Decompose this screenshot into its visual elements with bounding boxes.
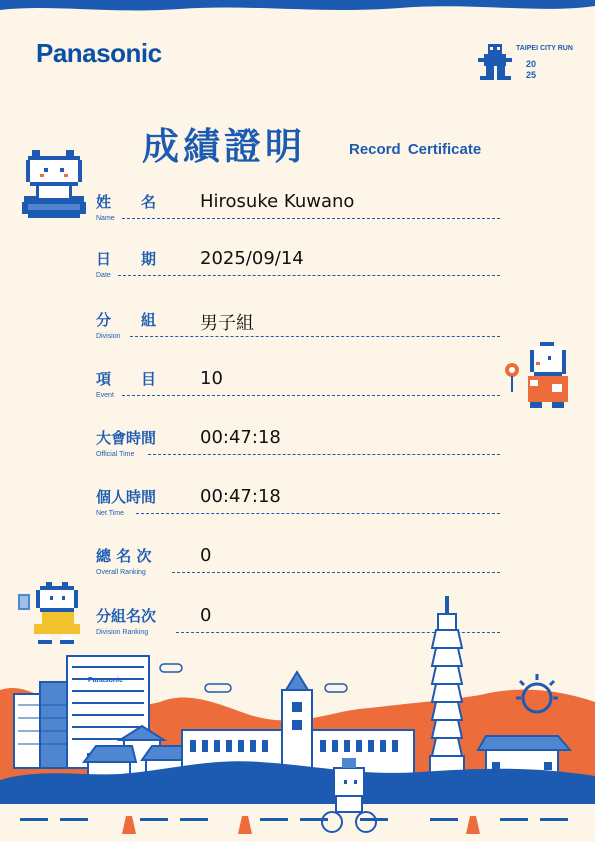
field-divider [122,218,500,219]
field-label: 項 目 [96,370,157,388]
field-label: 分 組 [96,311,157,329]
field-value: 10 [200,368,223,389]
cat-with-flower-mascot-icon [500,340,576,416]
field-overall-ranking [96,545,500,585]
title-english: Record Certificate [349,141,482,158]
field-label-en: Name [96,215,115,222]
field-label-en: Net Time [96,510,125,517]
badge-year-top: 20 [526,59,537,69]
top-wave-border [0,0,595,14]
taipei-skyline-illustration [0,590,595,842]
field-label: 大會時間 [96,429,157,447]
field-label: 個人時間 [96,488,157,506]
field-divider [122,395,500,396]
panasonic-logo: Panasonic [36,38,162,68]
field-label-en: Official Time [96,451,135,458]
badge-year-bottom: 25 [526,70,537,80]
field-label: 日 期 [96,250,157,268]
field-net-time [96,486,500,526]
field-label-en: Division [96,333,121,340]
field-date [96,248,500,288]
field-divider [130,336,500,337]
field-label-en: Event [96,392,114,399]
field-official-time [96,427,500,467]
taipei-city-run-badge [470,36,573,96]
field-value: Hirosuke Kuwano [200,191,355,212]
field-value: 0 [200,605,212,626]
field-label: 總 名 次 [96,547,152,565]
field-label-en: Date [96,272,111,279]
taipei-101-icon [430,596,464,786]
badge-city-run-text: TAIPEI CITY RUN [516,45,573,52]
field-divider [148,454,500,455]
field-event [96,368,500,408]
field-label: 姓 名 [96,193,157,211]
field-label-en: Division Ranking [96,629,149,636]
field-label: 分組名次 [96,607,157,625]
blue-cat-mascot-icon [22,146,88,222]
field-name [96,191,500,231]
field-value: 00:47:18 [200,486,281,507]
field-divider [136,513,500,514]
field-label-en: Overall Ranking [96,569,146,576]
title-chinese: 成績證明 [142,125,306,168]
field-value: 0 [200,545,212,566]
field-divider [118,275,500,276]
field-division [96,309,500,349]
field-value: 00:47:18 [200,427,281,448]
field-value: 2025/09/14 [200,248,304,269]
building-sign: Panasonic [88,677,124,684]
field-value: 男子組 [200,313,254,334]
field-divider [172,572,500,573]
